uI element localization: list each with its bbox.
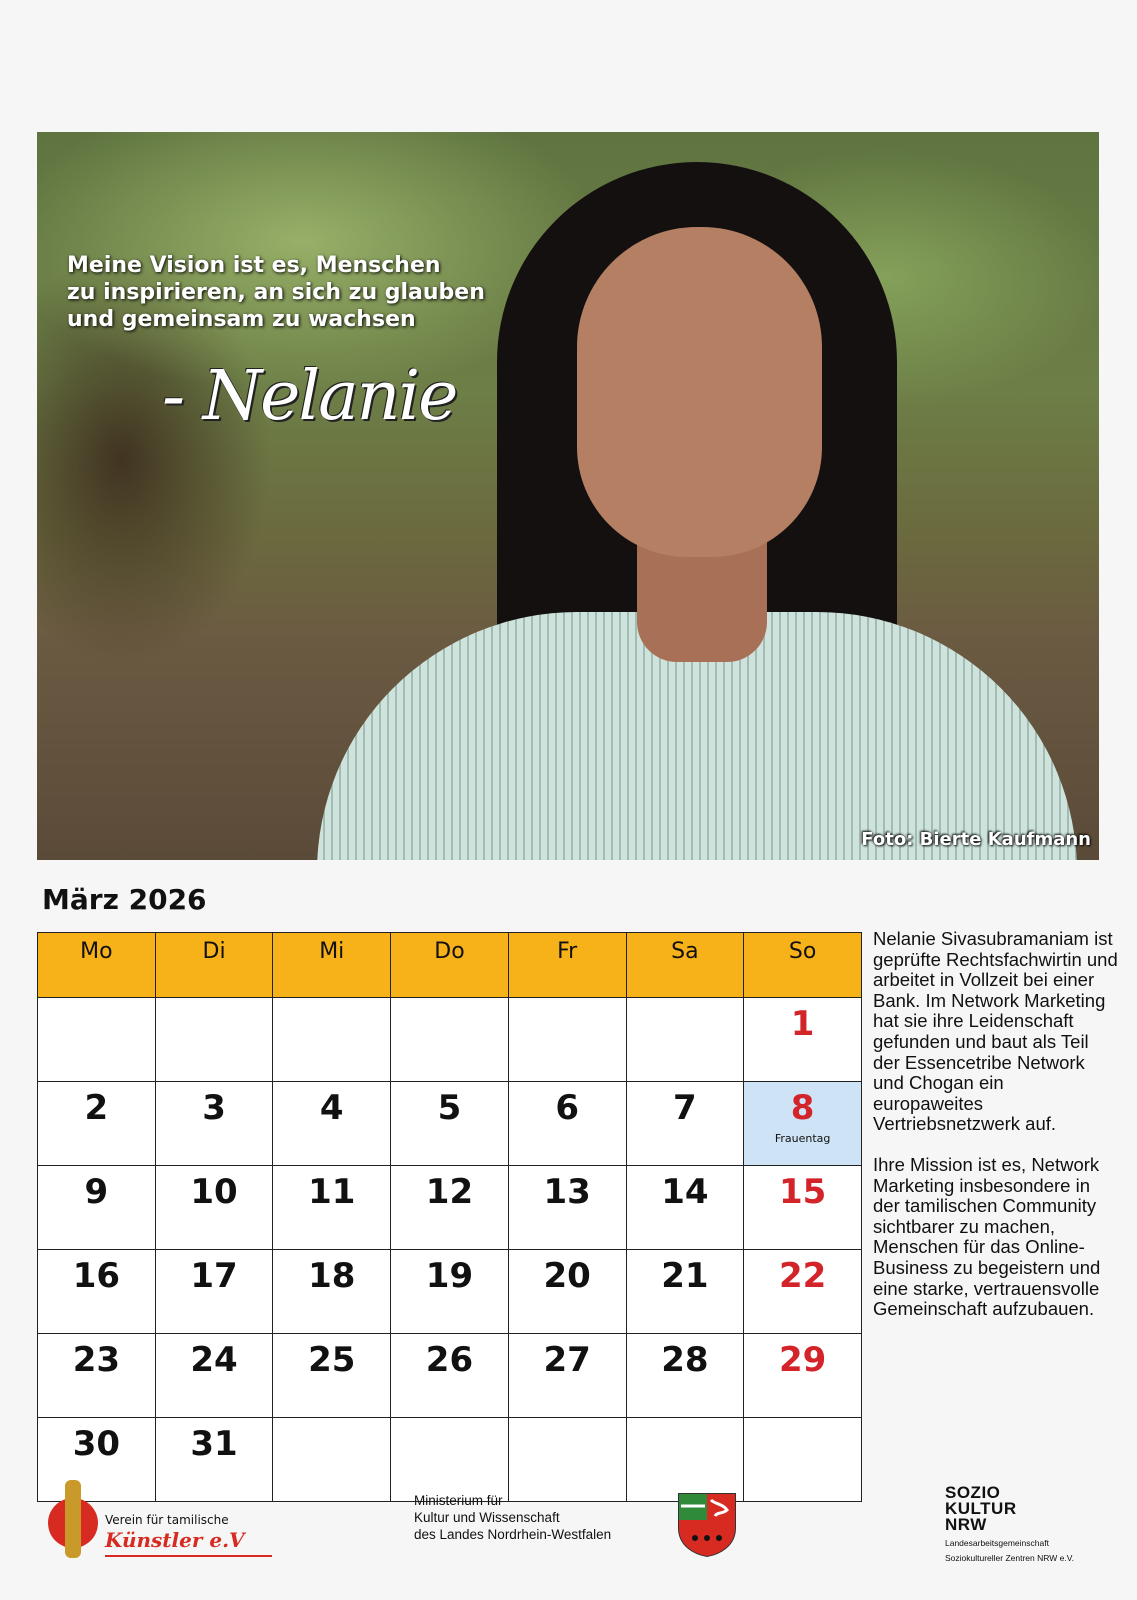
day-cell (155, 1250, 273, 1334)
day-number: 29 (778, 1340, 827, 1380)
day-number: 23 (72, 1340, 121, 1380)
day-cell (155, 1082, 273, 1166)
sozio-line: KULTUR (945, 1499, 1017, 1518)
empty-day-cell (38, 998, 156, 1082)
day-cell (744, 1082, 862, 1166)
weekday-header: Fr (508, 933, 626, 998)
nrw-crest-icon (675, 1490, 739, 1558)
day-cell (273, 1166, 391, 1250)
day-cell (744, 1250, 862, 1334)
photo-quote (67, 252, 547, 333)
day-cell (626, 1334, 744, 1418)
verein-name-big: Künstler e.V (105, 1528, 245, 1552)
ministry-line: Kultur und Wissenschaft (414, 1510, 560, 1525)
photo-credit: Foto: Bierte Kaufmann (861, 829, 1091, 850)
day-number: 11 (308, 1172, 356, 1212)
bio-paragraph: Ihre Mission ist es, Network Marketing insbesondere in der tamilischen Community sichtbarer zu machen, Menschen für das Online-Business zu begeistern und eine starke, vertrauensvolle Gemeinschaft aufzubauen. (873, 1153, 1101, 1320)
day-number: 16 (72, 1256, 121, 1296)
empty-day-cell (155, 998, 273, 1082)
day-cell (38, 1082, 156, 1166)
empty-day-cell (273, 1418, 391, 1502)
empty-day-cell (391, 1418, 509, 1502)
day-cell (744, 998, 862, 1082)
day-number: 30 (72, 1424, 121, 1464)
day-cell (155, 1166, 273, 1250)
weekday-header: So (744, 933, 862, 998)
empty-day-cell (626, 1418, 744, 1502)
day-cell (391, 1334, 509, 1418)
calendar-week-row (38, 1166, 862, 1250)
calendar-body (38, 998, 862, 1502)
dancer-figure-icon (65, 1480, 81, 1558)
day-number: 2 (84, 1088, 109, 1128)
weekday-header-row (38, 933, 862, 998)
day-number: 27 (543, 1340, 591, 1380)
day-number: 20 (543, 1256, 591, 1296)
weekday-header: Di (155, 933, 273, 998)
day-number: 18 (308, 1256, 356, 1296)
empty-day-cell (273, 998, 391, 1082)
empty-day-cell (626, 998, 744, 1082)
day-cell (391, 1250, 509, 1334)
verein-underline (105, 1555, 272, 1557)
calendar-week-row (38, 1082, 862, 1166)
day-cell (391, 1082, 509, 1166)
bio-paragraph: Nelanie Sivasubramaniam ist geprüfte Rechtsfachwirtin und arbeitet in Vollzeit bei einer Bank. Im Network Marketing hat sie ihre Leidenschaft gefunden und baut als Teil der Essencetribe Network und Chogan ein europaweites Vertriebsnetzwerk auf. (873, 928, 1118, 1135)
day-cell (38, 1334, 156, 1418)
quote-line: und gemeinsam zu wachsen (67, 307, 416, 332)
day-number: 25 (308, 1340, 356, 1380)
holiday-label: Frauentag (774, 1132, 831, 1145)
day-number: 26 (425, 1340, 474, 1380)
day-number: 5 (437, 1088, 462, 1128)
empty-day-cell (508, 1418, 626, 1502)
quote-line: Meine Vision ist es, Menschen (67, 253, 441, 278)
ministry-logo-text (414, 1492, 611, 1543)
day-cell (626, 1166, 744, 1250)
day-cell (508, 1082, 626, 1166)
weekday-header: Mi (273, 933, 391, 998)
verein-logo (45, 1480, 245, 1560)
calendar-week-row (38, 1250, 862, 1334)
day-cell (626, 1250, 744, 1334)
empty-day-cell (744, 1418, 862, 1502)
day-cell (155, 1334, 273, 1418)
day-cell (626, 1082, 744, 1166)
day-number: 10 (190, 1172, 238, 1212)
day-number: 17 (190, 1256, 238, 1296)
day-number: 28 (661, 1340, 709, 1380)
day-cell (744, 1166, 862, 1250)
day-cell (38, 1166, 156, 1250)
day-number: 15 (778, 1172, 827, 1212)
month-title: März 2026 (42, 883, 207, 916)
day-number: 13 (543, 1172, 591, 1212)
day-cell (508, 1166, 626, 1250)
day-cell (744, 1334, 862, 1418)
weekday-header: Do (391, 933, 509, 998)
day-cell (38, 1250, 156, 1334)
weekday-header: Sa (626, 933, 744, 998)
ministry-line: Ministerium für (414, 1493, 503, 1508)
calendar-week-row (38, 998, 862, 1082)
day-number: 14 (661, 1172, 709, 1212)
day-cell (273, 1334, 391, 1418)
sozio-kultur-logo (945, 1485, 1074, 1563)
verein-name-small: Verein für tamilische (105, 1513, 229, 1527)
empty-day-cell (391, 998, 509, 1082)
empty-day-cell (508, 998, 626, 1082)
photo-signature: - Nelanie (162, 357, 457, 436)
day-cell (391, 1166, 509, 1250)
calendar-week-row (38, 1334, 862, 1418)
bio-text (873, 929, 1118, 1340)
ministry-line: des Landes Nordrhein-Westfalen (414, 1527, 612, 1542)
day-cell (508, 1334, 626, 1418)
day-number: 22 (778, 1256, 827, 1296)
calendar-photo (37, 132, 1099, 860)
day-number: 9 (84, 1172, 109, 1212)
sozio-small-line: Landesarbeitsgemeinschaft (945, 1538, 1049, 1548)
day-cell (273, 1082, 391, 1166)
day-cell (273, 1250, 391, 1334)
day-number: 12 (425, 1172, 474, 1212)
sozio-small-line: Soziokultureller Zentren NRW e.V. (945, 1553, 1074, 1563)
sozio-line: SOZIO (945, 1483, 1001, 1502)
calendar-grid (37, 932, 862, 1502)
day-number: 19 (425, 1256, 474, 1296)
day-number: 21 (661, 1256, 709, 1296)
day-number: 7 (673, 1088, 697, 1128)
day-number: 31 (190, 1424, 238, 1464)
day-number: 6 (555, 1088, 579, 1128)
portrait-face (577, 227, 822, 557)
day-number: 1 (790, 1004, 815, 1044)
day-number: 4 (319, 1088, 344, 1128)
weekday-header: Mo (38, 933, 156, 998)
sozio-line: NRW (945, 1515, 987, 1534)
day-number: 24 (190, 1340, 238, 1380)
day-cell (508, 1250, 626, 1334)
day-number: 3 (202, 1088, 226, 1128)
day-number: 8 (790, 1088, 815, 1128)
quote-line: zu inspirieren, an sich zu glauben (67, 280, 485, 305)
